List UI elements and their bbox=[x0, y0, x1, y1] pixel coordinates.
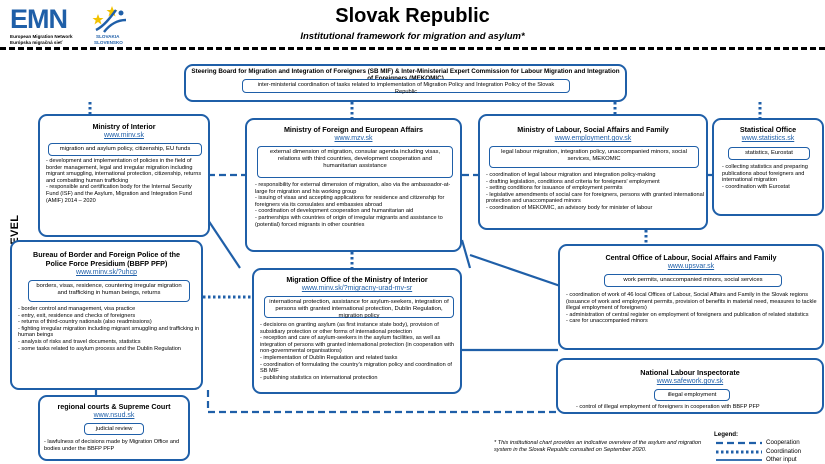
regional-courts bbox=[38, 395, 190, 461]
foreign-inner: external dimension of migration, consular agenda including visas, relations with third countries, development cooperation and humanitarian assistance bbox=[257, 146, 453, 178]
steering-title: Steering Board for Migration and Integration of Foreigners (SB MIF) & Inter-Ministerial Expert Commission for Labour Migration and Integration bbox=[191, 68, 620, 75]
inspectorate-inner: illegal employment bbox=[654, 389, 730, 401]
foreign-title: Ministry of Foreign and European Affairs bbox=[283, 125, 424, 134]
migration-url[interactable]: www.minv.sk/?migracny-urad-mv-sr bbox=[301, 285, 413, 292]
ministry-foreign bbox=[245, 118, 462, 252]
central-title: Central Office of Labour, Social Affairs and Family bbox=[605, 253, 777, 262]
inspectorate-title: National Labour Inspectorate bbox=[640, 368, 740, 377]
courts-inner: judicial review bbox=[84, 423, 144, 435]
legend-other-input: Other input bbox=[766, 456, 797, 463]
foreign-url[interactable]: www.mzv.sk bbox=[334, 135, 373, 142]
footnote: * This institutional chart provides an indicative overview of the asylum and migration system in the Slovak Republic consulted on September 2020. bbox=[494, 440, 702, 453]
labour-inner: legal labour migration, integration policy, unaccompanied minors, social services, MEKOMIC bbox=[489, 146, 699, 168]
legend-cooperation: Cooperation bbox=[766, 439, 800, 446]
interior-url[interactable]: www.minv.sk bbox=[104, 132, 144, 139]
labour-inspectorate bbox=[556, 358, 824, 414]
ministry-labour bbox=[478, 114, 708, 230]
ministry-interior bbox=[38, 114, 210, 237]
logo-text: EMN bbox=[10, 4, 67, 34]
statistical-url[interactable]: www.statistics.sk bbox=[741, 135, 795, 142]
migration-text: - decisions on granting asylum (as first instance state body), provision of subsidiary protection or other forms of international protection - reception and care of asylum-seekers in the asylum facilities, as well as integration of persons with granted international protection (in cooperation with non-governmental organisations) - implementation of Dublin Regulation and related tasks - coordination of formulating the country's migration policy and coordination of SB MIF - publishing statistics on international protection bbox=[260, 322, 455, 381]
border-inner: borders, visas, residence, countering irregular migration and trafficking in human beings, returns bbox=[28, 280, 190, 302]
statistical-title: Statistical Office bbox=[739, 125, 797, 134]
logo-region2: SLOVENSKO bbox=[94, 40, 123, 45]
legend bbox=[714, 430, 824, 464]
courts-title: regional courts & Supreme Court bbox=[57, 402, 171, 411]
logo-region1: SLOVAKIA bbox=[96, 34, 120, 39]
logo-sub2: Európska migračná sieť bbox=[10, 40, 63, 45]
interior-title: Ministry of Interior bbox=[92, 122, 156, 131]
migration-inner: international protection, assistance for asylum-seekers, integration of persons with granted international protection, Dublin Regulation, migration policy bbox=[264, 296, 454, 318]
statistical-office bbox=[712, 118, 824, 216]
central-url[interactable]: www.upsvar.sk bbox=[667, 263, 715, 270]
logo-sub1: European Migration Network bbox=[10, 34, 73, 39]
courts-text: - lawfulness of decisions made by Migration Office and bodies under the BBFP PFP bbox=[44, 439, 180, 452]
courts-url[interactable]: www.nsud.sk bbox=[93, 412, 135, 419]
border-url[interactable]: www.minv.sk/?uhcp bbox=[76, 269, 137, 276]
legend-coordination: Coordination bbox=[766, 448, 802, 455]
migration-title: Migration Office of the Ministry of Interior bbox=[286, 275, 428, 284]
labour-text: - coordination of legal labour migration and integration policy-making - drafting legislation, conditions and criteria for foreigners' employment - setting conditions for issuance of employment permits - legislative amendments of social care for foreigners, persons with granted international protection and unaccompanied minors - coordination of MEKOMIC, an advisory body for minister of labour bbox=[486, 172, 704, 211]
inspectorate-url[interactable]: www.safework.gov.sk bbox=[656, 378, 724, 385]
border-text: - border control and management, visa practice - entry, exit, residence and checks of foreigners - returns of third-country nationals (also readmissions) - fighting irregular migration including migrant smuggling and trafficking in human beings - analysis of risks and travel documents, statistics - some tasks related to asylum process and the Dublin Regulation bbox=[18, 306, 200, 352]
legend-title: Legend: bbox=[714, 431, 739, 438]
page-title: Slovak Republic bbox=[335, 5, 490, 27]
border-title: Bureau of Border and Foreign Police of the Police Force Presidium (BBFP PFP) bbox=[33, 250, 180, 268]
inspectorate-text: - control of illegal employment of foreigners in cooperation with BBFP PFP bbox=[576, 404, 760, 410]
labour-url[interactable]: www.employment.gov.sk bbox=[554, 135, 632, 142]
page-subtitle: Institutional framework for migration and asylum* bbox=[300, 31, 525, 42]
migration-office bbox=[252, 268, 462, 394]
steering-inner: inter-ministerial coordination of tasks related to implementation of Migration Policy and Integration Policy of the Slovak Republic bbox=[242, 79, 570, 93]
labour-title: Ministry of Labour, Social Affairs and Family bbox=[517, 125, 669, 134]
central-office-labour bbox=[558, 244, 824, 350]
border-police bbox=[10, 240, 203, 390]
steering-board bbox=[184, 64, 627, 102]
interior-text: - development and implementation of policies in the field of border management, legal and irregular migration including migrant smuggling, international protection, citizenship, returns and combatting human trafficking - responsible and certification body for the Internal Security Fund (ISF) and the Asylum, Migration and Integration Fund (AMIF) 2014 – 2020 bbox=[46, 158, 202, 204]
statistical-inner: statistics, Eurostat bbox=[728, 147, 810, 160]
statistical-text: - collecting statistics and preparing publications about foreigners and international migration - coordination with Eurostat bbox=[722, 164, 808, 190]
central-text: - coordination of work of 46 local Offices of Labour, Social Affairs and Family in the Slovak regions (issuance of work and employment permits, provision of benefits in material need, measures to tackle illegal employment of foreigners) - administration of central register on employment of foreigners and publication of related statistics - care for unaccompanied minors bbox=[566, 292, 817, 325]
central-inner: work permits, unaccompanied minors, social services bbox=[604, 274, 782, 287]
foreign-text: - responsibility for external dimension of migration, also via the ambassador-at-large for migration and his working group - issuing of visas and accepting applications for residence and citizenship for foreigners via its consulates and embassies abroad - coordination of development cooperation and humanitarian aid - partnerships with countries of origin of irregular migrants and assistance to (potential) forced migrants in other countries bbox=[255, 182, 451, 228]
legend-swatches bbox=[714, 430, 764, 464]
interior-inner: migration and asylum policy, citizenship, EU funds bbox=[48, 143, 202, 156]
